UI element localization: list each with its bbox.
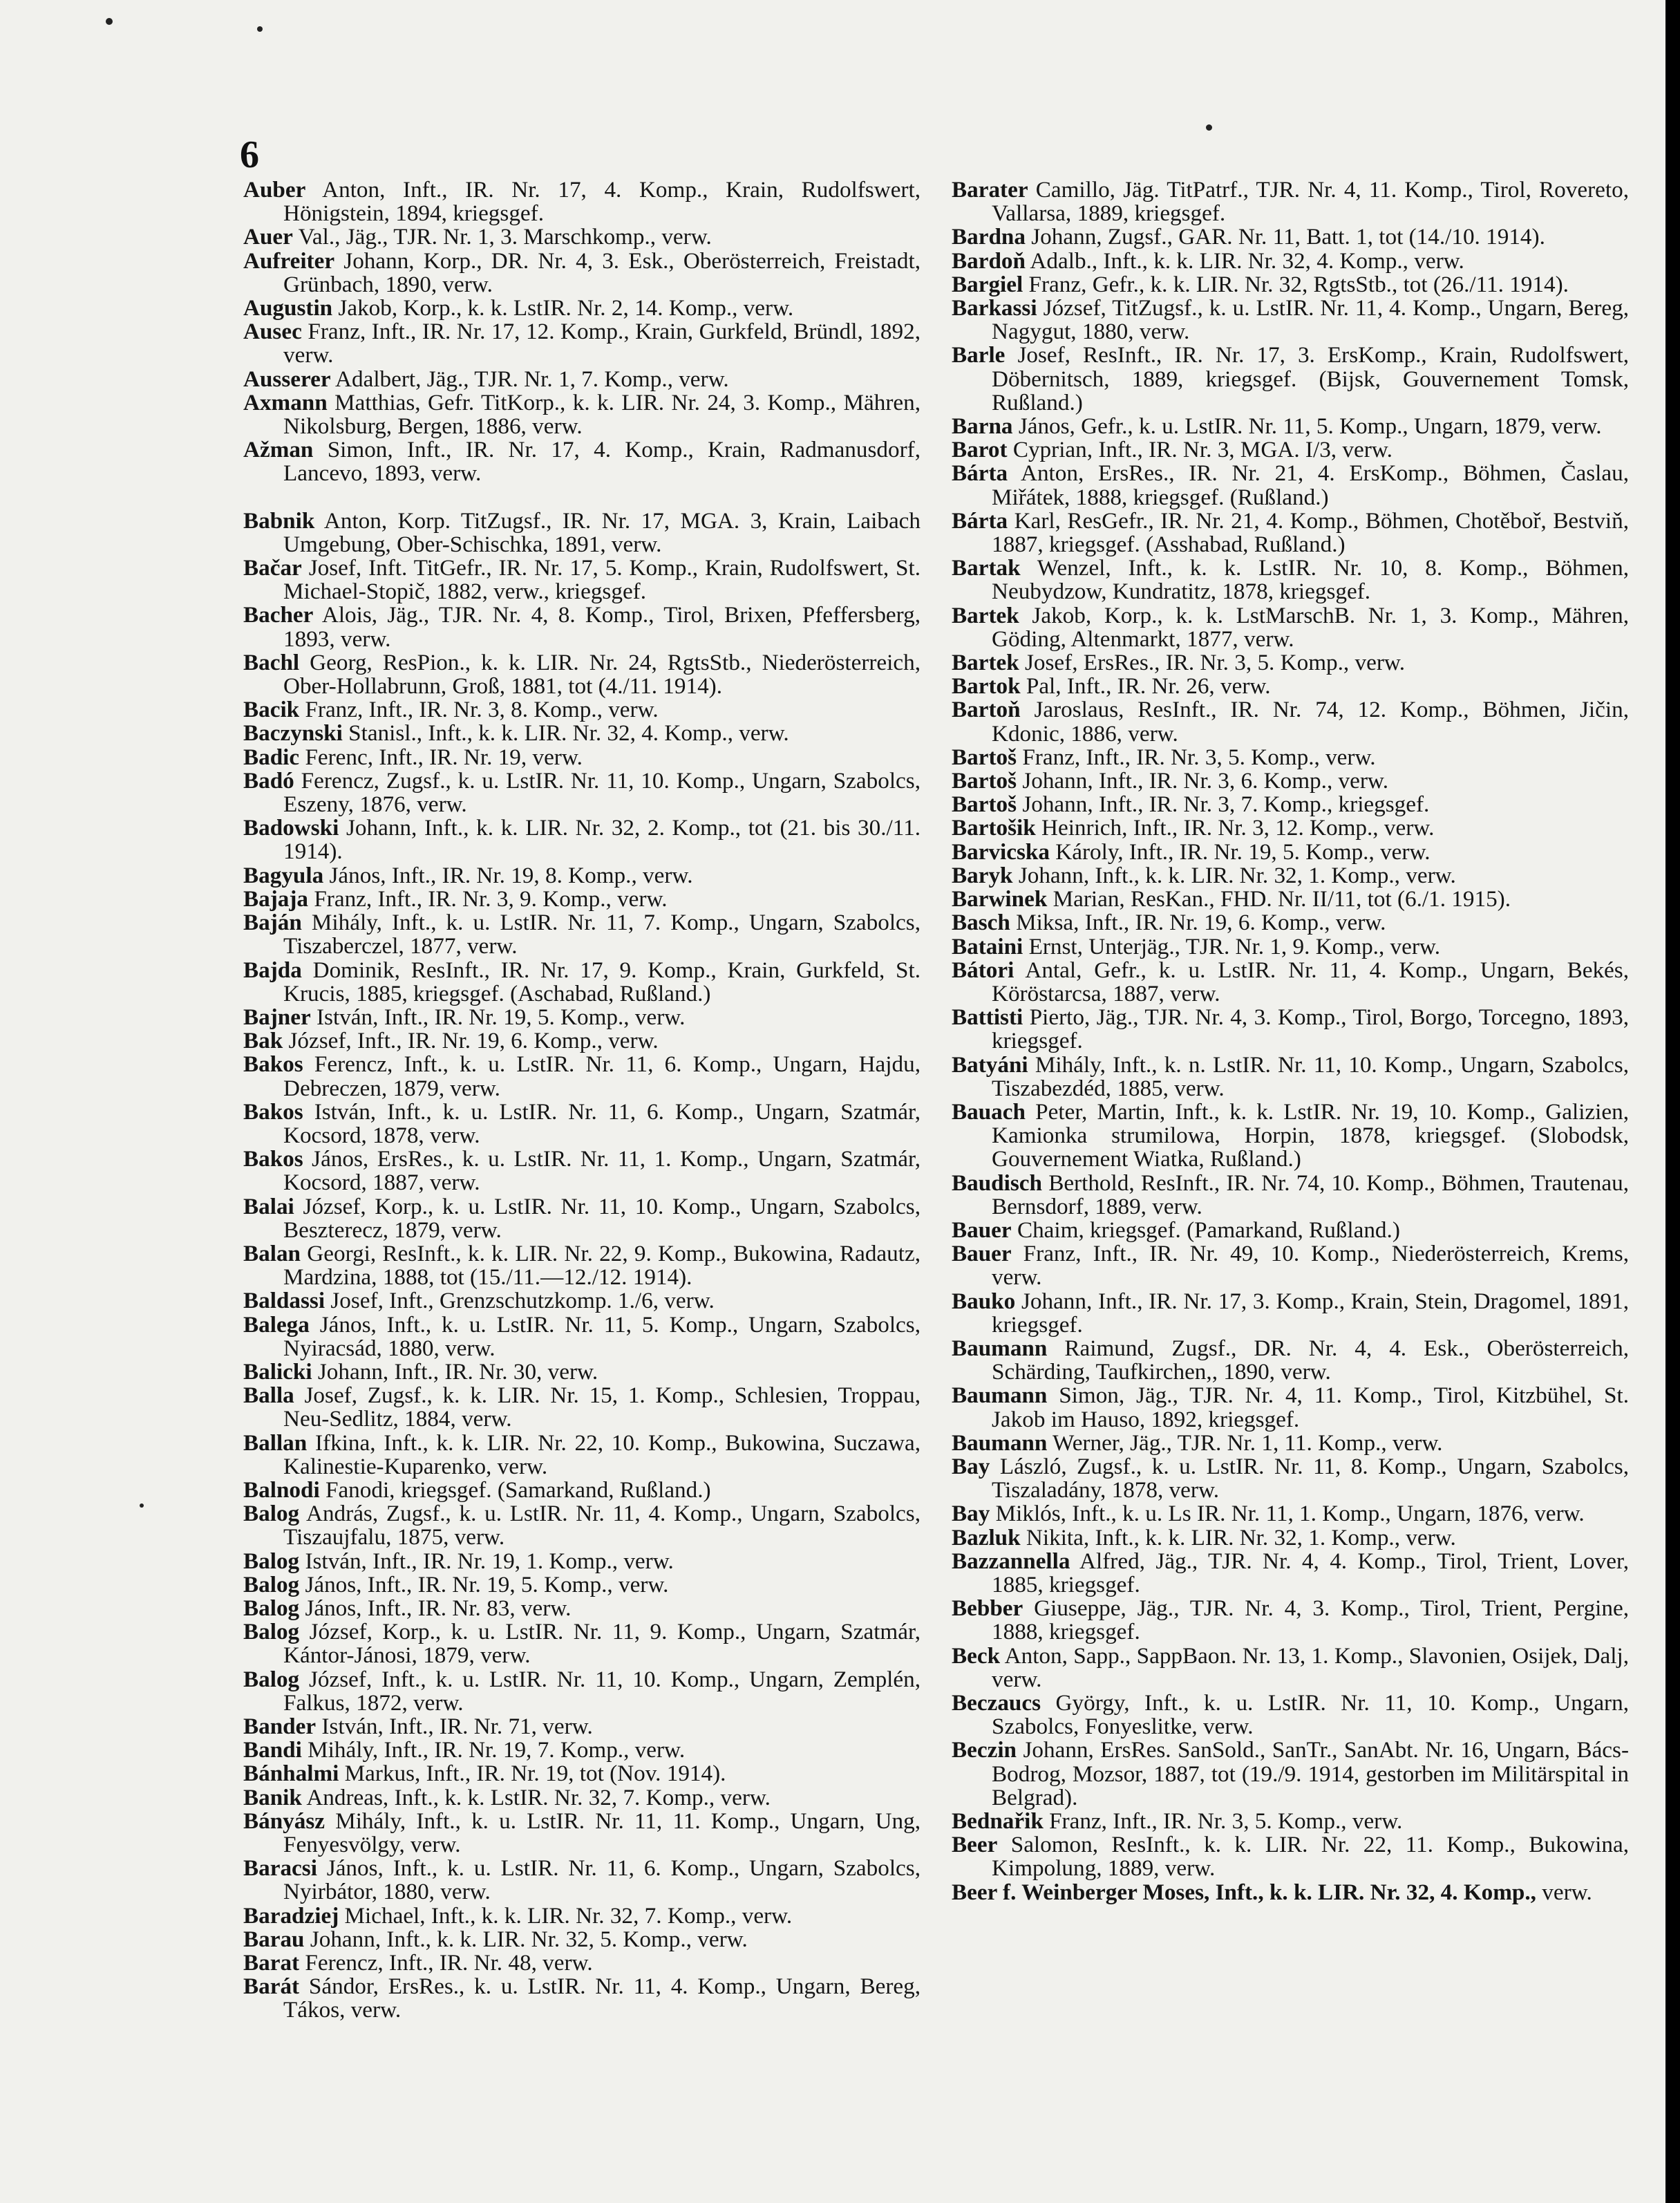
- entry-surname: Bajaja: [243, 885, 309, 912]
- list-entry: [243, 1668, 921, 1715]
- entry-details: István, Inft., k. u. LstIR. Nr. 11, 6. Komp., Ungarn, Szatmár, Kocsord, 1878, verw.: [283, 1098, 921, 1148]
- list-entry: [952, 344, 1629, 415]
- entry-details: Chaim, kriegsgef. (Pamarkand, Rußland.): [1011, 1217, 1400, 1243]
- entry-surname: Barot: [952, 437, 1008, 463]
- list-entry: [243, 1928, 921, 1951]
- list-entry: [952, 556, 1629, 603]
- entry-details: János, Inft., IR. Nr. 83, verw.: [299, 1595, 572, 1621]
- list-entry: [952, 1429, 1629, 1456]
- entry-surname: Bay: [952, 1453, 990, 1479]
- entry-details: Miksa, Inft., IR. Nr. 19, 6. Komp., verw.: [1010, 910, 1386, 936]
- entry-surname: Beck: [952, 1642, 1001, 1669]
- entry-details: Ferencz, Inft., k. u. LstIR. Nr. 11, 6. Komp., Ungarn, Hajdu, Debreczen, 1879, verw.: [283, 1051, 921, 1101]
- entry-details: Markus, Inft., IR. Nr. 19, tot (Nov. 1914).: [339, 1761, 726, 1787]
- entry-surname: Bartoň: [952, 697, 1021, 723]
- list-entry: [243, 603, 921, 650]
- entry-surname: Babnik: [243, 507, 315, 534]
- list-entry: [952, 1881, 1629, 1904]
- entry-surname: Bauko: [952, 1288, 1016, 1314]
- list-entry: [952, 273, 1629, 297]
- entry-details: József, Korp., k. u. LstIR. Nr. 11, 10. Komp., Ungarn, Szabolcs, Beszterecz, 1879, verw.: [283, 1193, 921, 1243]
- entry-surname: Bacher: [243, 602, 314, 628]
- entry-details: Mihály, Inft., IR. Nr. 19, 7. Komp., verw.: [301, 1737, 686, 1763]
- entry-details: János, ErsRes., k. u. LstIR. Nr. 11, 1. Komp., Ungarn, Szatmár, Kocsord, 1887, verw.: [283, 1146, 921, 1196]
- list-entry: [952, 935, 1629, 959]
- entry-details: Pierto, Jäg., TJR. Nr. 4, 3. Komp., Tirol, Borgo, Torcegno, 1893, kriegsgef.: [992, 1004, 1629, 1054]
- entry-surname: Balog: [243, 1595, 300, 1621]
- list-entry: [243, 1951, 921, 1975]
- entry-details: Sándor, ErsRes., k. u. LstIR. Nr. 11, 4. Komp., Ungarn, Bereg, Tákos, verw.: [283, 1974, 921, 2023]
- section-gap: [243, 486, 921, 509]
- entry-surname: Balla: [243, 1382, 294, 1409]
- entry-details: Josef, ResInft., IR. Nr. 17, 3. ErsKomp., Krain, Rudolfswert, Döbernitsch, 1889, kriegsgef. (Bijsk, Gouvernement Tomsk, Rußland.): [992, 342, 1629, 415]
- list-entry: [243, 1857, 921, 1904]
- scan-speck: [257, 26, 263, 32]
- entry-surname: Balai: [243, 1193, 294, 1219]
- scan-speck: [106, 18, 113, 25]
- entry-surname: Baldassi: [243, 1288, 325, 1314]
- entry-details: Franz, Inft., IR. Nr. 3, 8. Komp., verw.: [299, 697, 659, 723]
- list-entry: [243, 1029, 921, 1053]
- list-entry: [243, 1786, 921, 1810]
- list-entry: [952, 1597, 1629, 1644]
- scan-speck: [140, 1503, 144, 1508]
- entry-surname: Bányász: [243, 1808, 325, 1834]
- left-column: [243, 178, 921, 2023]
- list-entry: [243, 1100, 921, 1147]
- entry-details: Johann, Zugsf., GAR. Nr. 11, Batt. 1, tot (14./10. 1914).: [1025, 224, 1545, 250]
- entry-surname: Baumann: [952, 1382, 1048, 1409]
- list-entry: [243, 1289, 921, 1313]
- entry-surname: Badowski: [243, 815, 339, 841]
- list-entry: [243, 1904, 921, 1928]
- entry-details: Nikita, Inft., k. k. LIR. Nr. 32, 1. Komp., verw.: [1020, 1524, 1456, 1550]
- list-entry: [952, 1833, 1629, 1880]
- entry-details: Berthold, ResInft., IR. Nr. 74, 10. Komp., Böhmen, Trautenau, Bernsdorf, 1889, verw.: [992, 1170, 1629, 1219]
- entry-surname: Basch: [952, 910, 1010, 936]
- entry-details: Johann, Inft., k. k. LIR. Nr. 32, 5. Komp., verw.: [304, 1926, 748, 1952]
- entry-surname: Bartoš: [952, 744, 1017, 770]
- list-entry: [952, 1455, 1629, 1502]
- entry-surname: Baudisch: [952, 1170, 1042, 1196]
- list-entry: [243, 1053, 921, 1100]
- entry-details: Adalb., Inft., k. k. LIR. Nr. 32, 4. Komp., verw.: [1025, 247, 1464, 274]
- list-entry: [952, 225, 1629, 249]
- page-number: 6: [240, 133, 259, 176]
- list-entry: [952, 1526, 1629, 1550]
- entry-details: János, Inft., k. u. LstIR. Nr. 11, 6. Komp., Ungarn, Szabolcs, Nyirbátor, 1880, verw.: [283, 1855, 921, 1905]
- list-entry: [243, 225, 921, 249]
- entry-surname: Bagyula: [243, 862, 324, 888]
- entry-surname: Bauer: [952, 1241, 1012, 1267]
- entry-surname: Bataini: [952, 933, 1023, 959]
- list-entry: [243, 1502, 921, 1549]
- entry-surname: Ausec: [243, 319, 302, 345]
- entry-details: Franz, Inft., IR. Nr. 3, 5. Komp., verw.: [1043, 1808, 1403, 1835]
- list-entry: [243, 885, 921, 912]
- entry-surname: Baradziej: [243, 1902, 339, 1929]
- entry-details: Stanisl., Inft., k. k. LIR. Nr. 32, 4. Komp., verw.: [342, 720, 789, 747]
- entry-details: Alois, Jäg., TJR. Nr. 4, 8. Komp., Tirol, Brixen, Pfeffersberg, 1893, verw.: [283, 602, 921, 652]
- list-entry: [952, 1219, 1629, 1242]
- entry-details: Georg, ResPion., k. k. LIR. Nr. 24, RgtsStb., Niederösterreich, Ober-Hollabrunn, Groß, 1881, tot (4./11. 1914).: [283, 649, 921, 700]
- entry-details: Ferenc, Inft., IR. Nr. 19, verw.: [299, 744, 583, 770]
- entry-details: Anton, Sapp., SappBaon. Nr. 13, 1. Komp., Slavonien, Osijek, Dalj, verw.: [992, 1642, 1629, 1692]
- list-entry: [243, 509, 921, 556]
- entry-details: Salomon, ResInft., k. k. LIR. Nr. 22, 11. Komp., Bukowina, Kimpolung, 1889, verw.: [992, 1832, 1629, 1882]
- entry-details: Ferencz, Inft., IR. Nr. 48, verw.: [299, 1950, 593, 1976]
- entry-details: Franz, Gefr., k. k. LIR. Nr. 32, RgtsStb., tot (26./11. 1914).: [1023, 271, 1569, 297]
- entry-details: Johann, Inft., IR. Nr. 30, verw.: [312, 1358, 598, 1385]
- entry-details: Mihály, Inft., k. u. LstIR. Nr. 11, 11. Komp., Ungarn, Ung, Fenyesvölgy, verw.: [283, 1808, 921, 1858]
- entry-surname: Barkassi: [952, 295, 1037, 321]
- right-column: [952, 178, 1629, 1904]
- list-entry: [952, 1691, 1629, 1738]
- entry-details: Mihály, Inft., k. u. LstIR. Nr. 11, 7. Komp., Ungarn, Szabolcs, Tiszaberczel, 1877, verw.: [283, 910, 921, 959]
- entry-details: József, Inft., k. u. LstIR. Nr. 11, 10. Komp., Ungarn, Zemplén, Falkus, 1872, verw.: [283, 1666, 921, 1716]
- entry-surname: Bakos: [243, 1146, 303, 1172]
- entry-details: Johann, Inft., IR. Nr. 17, 3. Komp., Krain, Stein, Dragomel, 1891, kriegsgef.: [992, 1288, 1629, 1338]
- entry-details: Simon, Jäg., TJR. Nr. 4, 11. Komp., Tirol, Kitzbühel, St. Jakob im Hauso, 1892, kriegsgef.: [992, 1382, 1629, 1432]
- entry-details: Johann, Inft., IR. Nr. 3, 7. Komp., kriegsgef.: [1017, 791, 1430, 818]
- entry-details: Werner, Jäg., TJR. Nr. 1, 11. Komp., verw.: [1047, 1429, 1443, 1456]
- entry-details: Dominik, ResInft., IR. Nr. 17, 9. Komp., Krain, Gurkfeld, St. Krucis, 1885, kriegsgef. (Aschabad, Rußland.): [283, 957, 921, 1006]
- entry-details: István, Inft., IR. Nr. 71, verw.: [316, 1714, 593, 1739]
- entry-surname: Barna: [952, 413, 1013, 440]
- entry-details: Miklós, Inft., k. u. Ls IR. Nr. 11, 1. Komp., Ungarn, 1876, verw.: [990, 1501, 1585, 1527]
- entry-details: Jakob, Korp., k. k. LstIR. Nr. 2, 14. Komp., verw.: [332, 295, 794, 321]
- list-entry: [243, 746, 921, 769]
- entry-surname: Bačar: [243, 555, 302, 581]
- list-entry: [243, 297, 921, 320]
- list-entry: [952, 864, 1629, 888]
- entry-surname: Ažman: [243, 437, 314, 463]
- list-entry: [952, 509, 1629, 556]
- entry-surname: Bauach: [952, 1098, 1026, 1125]
- entry-details: Anton, Korp. TitZugsf., IR. Nr. 17, MGA. 3, Krain, Laibach Umgebung, Ober-Schischka, 1891, verw.: [283, 507, 921, 557]
- list-entry: [952, 816, 1629, 840]
- entry-surname: Barle: [952, 342, 1006, 368]
- entry-surname: Bartoš: [952, 791, 1017, 818]
- entry-details: István, Inft., IR. Nr. 19, 5. Komp., verw.: [310, 1004, 686, 1030]
- entry-surname: Baczynski: [243, 720, 343, 747]
- list-entry: [243, 651, 921, 698]
- list-entry: [243, 1429, 921, 1479]
- list-entry: [952, 415, 1629, 438]
- entry-surname: Bajda: [243, 957, 302, 983]
- entry-details: József, Inft., IR. Nr. 19, 6. Komp., verw.: [283, 1028, 659, 1054]
- list-entry: [243, 816, 921, 863]
- entry-surname: Balog: [243, 1548, 300, 1574]
- entry-surname: Ballan: [243, 1429, 308, 1456]
- entry-details: Johann, Inft., IR. Nr. 3, 6. Komp., verw.: [1017, 768, 1389, 794]
- entry-surname: Beczin: [952, 1737, 1017, 1763]
- entry-details: Ferencz, Zugsf., k. u. LstIR. Nr. 11, 10. Komp., Ungarn, Szabolcs, Eszeny, 1876, verw.: [283, 767, 921, 818]
- list-entry: [952, 1290, 1629, 1337]
- entry-details: Jakob, Korp., k. k. LstMarschB. Nr. 1, 3. Komp., Mähren, Göding, Altenmarkt, 1877, verw.: [992, 602, 1629, 652]
- list-entry: [243, 698, 921, 722]
- list-entry: [243, 1620, 921, 1667]
- entry-surname: Baumann: [952, 1429, 1048, 1456]
- list-entry: [243, 959, 921, 1006]
- entry-details: Franz, Inft., IR. Nr. 49, 10. Komp., Niederösterreich, Krems, verw.: [992, 1241, 1629, 1291]
- entry-surname: Bak: [243, 1028, 283, 1054]
- entry-surname: Balog: [243, 1619, 300, 1645]
- list-entry: [243, 1975, 921, 2022]
- entry-surname: Barau: [243, 1926, 305, 1952]
- list-entry: [243, 911, 921, 958]
- list-entry: [243, 247, 921, 297]
- entry-surname: Bacik: [243, 697, 300, 723]
- entry-details: Josef, Zugsf., k. k. LIR. Nr. 15, 1. Komp., Schlesien, Troppau, Neu-Sedlitz, 1884, verw.: [283, 1382, 921, 1432]
- entry-surname: Bartak: [952, 555, 1021, 581]
- entry-details: György, Inft., k. u. LstIR. Nr. 11, 10. Komp., Ungarn, Szabolcs, Fonyeslitke, verw.: [992, 1690, 1629, 1740]
- list-entry: [243, 722, 921, 745]
- entry-surname: Baracsi: [243, 1855, 317, 1882]
- entry-surname: Axmann: [243, 389, 328, 415]
- entry-details: Franz, Inft., IR. Nr. 17, 12. Komp., Krain, Gurkfeld, Bründl, 1892, verw.: [283, 319, 921, 368]
- entry-surname: Bednařik: [952, 1808, 1044, 1835]
- entry-surname: Bauer: [952, 1217, 1012, 1243]
- list-entry: [952, 651, 1629, 675]
- list-entry: [952, 1644, 1629, 1691]
- entry-surname: Balog: [243, 1571, 300, 1597]
- entry-surname: Bay: [952, 1501, 990, 1527]
- list-entry: [952, 793, 1629, 816]
- list-entry: [243, 769, 921, 816]
- entry-details: János, Gefr., k. u. LstIR. Nr. 11, 5. Komp., Ungarn, 1879, verw.: [1012, 413, 1602, 440]
- list-entry: [952, 911, 1629, 935]
- entry-surname: Beczaucs: [952, 1690, 1041, 1716]
- entry-details: Johann, ErsRes. SanSold., SanTr., SanAbt. Nr. 16, Ungarn, Bács-Bodrog, Mozsor, 1887, tot (19./9. 1914, gestorben im Militärspital in Belgrad).: [992, 1737, 1629, 1810]
- list-entry: [952, 769, 1629, 793]
- list-entry: [952, 178, 1629, 225]
- list-entry: [952, 1502, 1629, 1526]
- entry-surname: Bajner: [243, 1004, 311, 1030]
- list-entry: [243, 1715, 921, 1738]
- entry-surname: Aufreiter: [243, 247, 335, 274]
- entry-surname: Barat: [243, 1950, 300, 1976]
- list-entry: [243, 1242, 921, 1289]
- entry-details: Antal, Gefr., k. u. LstIR. Nr. 11, 4. Komp., Ungarn, Bekés, Köröstarcsa, 1887, verw.: [992, 957, 1629, 1006]
- entry-surname: Bargiel: [952, 271, 1023, 297]
- list-entry: [243, 1597, 921, 1620]
- entry-details: József, Korp., k. u. LstIR. Nr. 11, 9. Komp., Ungarn, Szatmár, Kántor-Jánosi, 1879, verw.: [283, 1619, 921, 1669]
- entry-details: Giuseppe, Jäg., TJR. Nr. 4, 3. Komp., Tirol, Trient, Pergine, 1888, kriegsgef.: [992, 1595, 1629, 1645]
- entry-surname: Baján: [243, 910, 302, 936]
- list-entry: [243, 1006, 921, 1029]
- list-entry: [243, 1810, 921, 1857]
- list-entry: [952, 1100, 1629, 1172]
- entry-details: Cyprian, Inft., IR. Nr. 3, MGA. I/3, verw.: [1007, 437, 1393, 463]
- entry-surname: Barater: [952, 177, 1028, 203]
- entry-details: Simon, Inft., IR. Nr. 17, 4. Komp., Krain, Radmanusdorf, Lancevo, 1893, verw.: [283, 437, 921, 487]
- list-entry: [952, 604, 1629, 651]
- list-entry: [952, 959, 1629, 1006]
- entry-details: László, Zugsf., k. u. LstIR. Nr. 11, 8. Komp., Ungarn, Szabolcs, Tiszaladány, 1878, verw.: [990, 1453, 1629, 1503]
- list-entry: [243, 1313, 921, 1360]
- entry-surname: Badó: [243, 767, 294, 794]
- list-entry: [952, 698, 1629, 745]
- entry-surname: Badic: [243, 744, 300, 770]
- entry-details: Anton, Inft., IR. Nr. 17, 4. Komp., Krain, Rudolfswert, Hönigstein, 1894, kriegsgef.: [283, 177, 921, 227]
- list-entry: [243, 320, 921, 367]
- entry-details: Raimund, Zugsf., DR. Nr. 4, 4. Esk., Oberösterreich, Schärding, Taufkirchen,, 1890, verw.: [992, 1335, 1629, 1385]
- entry-surname: Balog: [243, 1501, 300, 1527]
- entry-surname: Bachl: [243, 649, 300, 675]
- entry-surname: Bardoň: [952, 247, 1026, 274]
- entry-details: Josef, ErsRes., IR. Nr. 3, 5. Komp., verw.: [1019, 650, 1405, 676]
- entry-details: Marian, ResKan., FHD. Nr. II/11, tot (6./1. 1915).: [1047, 886, 1511, 912]
- list-entry: [952, 297, 1629, 344]
- entry-details: Anton, ErsRes., IR. Nr. 21, 4. ErsKomp., Böhmen, Časlau, Miřátek, 1888, kriegsgef. (Rußland.): [992, 460, 1629, 510]
- entry-details: Camillo, Jäg. TitPatrf., TJR. Nr. 4, 11. Komp., Tirol, Rovereto, Vallarsa, 1889, kriegsgef.: [992, 177, 1629, 227]
- entry-surname: Bandi: [243, 1737, 302, 1763]
- list-entry: [952, 1006, 1629, 1053]
- list-entry: [243, 1479, 921, 1502]
- entry-details: Jaroslaus, ResInft., IR. Nr. 74, 12. Komp., Böhmen, Jičin, Kdonic, 1886, verw.: [992, 697, 1629, 747]
- entry-surname: Balnodi: [243, 1477, 320, 1503]
- entry-details: Fanodi, kriegsgef. (Samarkand, Rußland.): [319, 1477, 711, 1503]
- list-entry: [952, 247, 1629, 274]
- entry-surname: Bánhalmi: [243, 1761, 339, 1787]
- entry-details: Adalbert, Jäg., TJR. Nr. 1, 7. Komp., verw.: [330, 366, 729, 392]
- entry-surname: Beer: [952, 1832, 998, 1858]
- list-entry: [952, 1053, 1629, 1100]
- list-entry: [952, 438, 1629, 462]
- list-entry: [243, 1384, 921, 1431]
- list-entry: [952, 1384, 1629, 1431]
- entry-surname: Bartošik: [952, 815, 1036, 841]
- entry-surname: Bardna: [952, 224, 1026, 250]
- entry-details: Wenzel, Inft., k. k. LstIR. Nr. 10, 8. Komp., Böhmen, Neubydzow, Kundratitz, 1878, kriegsgef.: [992, 555, 1629, 605]
- entry-surname: Bartek: [952, 602, 1019, 628]
- entry-details: Heinrich, Inft., IR. Nr. 3, 12. Komp., verw.: [1035, 815, 1435, 841]
- list-entry: [243, 178, 921, 225]
- entry-details: Karl, ResGefr., IR. Nr. 21, 4. Komp., Böhmen, Chotěboř, Bestviň, 1887, kriegsgef. (Asshabad, Rußland.): [992, 507, 1629, 558]
- entry-surname: Balicki: [243, 1358, 312, 1385]
- entry-surname: Bakos: [243, 1051, 303, 1078]
- list-entry: [952, 1738, 1629, 1810]
- entry-surname: Bátori: [952, 957, 1014, 983]
- entry-details: Peter, Martin, Inft., k. k. LstIR. Nr. 19, 10. Komp., Galizien, Kamionka strumilowa, Horpin, 1878, kriegsgef. (Slobodsk, Gouvernement Wiatka, Rußland.): [992, 1098, 1629, 1172]
- entry-surname: Bebber: [952, 1595, 1023, 1622]
- entry-details: Ifkina, Inft., k. k. LIR. Nr. 22, 10. Komp., Bukowina, Suczawa, Kalinestie-Kuparenko, verw.: [283, 1429, 921, 1479]
- entry-surname: Baryk: [952, 862, 1013, 888]
- entry-surname: Balan: [243, 1240, 301, 1266]
- entry-details: verw.: [1536, 1879, 1592, 1905]
- entry-surname: Battisti: [952, 1004, 1023, 1031]
- entry-surname: Barwinek: [952, 886, 1048, 912]
- list-entry: [243, 1573, 921, 1597]
- entry-surname: Bárta: [952, 460, 1008, 487]
- entry-details: Josef, Inft. TitGefr., IR. Nr. 17, 5. Komp., Krain, Rudolfswert, St. Michael-Stopič, 1882, verw., kriegsgef.: [283, 555, 921, 605]
- entry-surname: Auer: [243, 224, 293, 250]
- entry-details: János, Inft., IR. Nr. 19, 5. Komp., verw.: [299, 1571, 669, 1597]
- entry-surname: Beer f. Weinberger Moses, Inft., k. k. LIR. Nr. 32, 4. Komp.,: [952, 1879, 1536, 1905]
- list-entry: [952, 838, 1629, 865]
- entry-surname: Balog: [243, 1666, 300, 1692]
- list-entry: [243, 556, 921, 603]
- entry-surname: Auber: [243, 177, 306, 203]
- entry-surname: Balega: [243, 1311, 310, 1338]
- entry-surname: Bazzannella: [952, 1548, 1070, 1574]
- entry-surname: Barvicska: [952, 838, 1050, 865]
- list-entry: [243, 1360, 921, 1384]
- entry-surname: Baumann: [952, 1335, 1048, 1361]
- list-entry: [243, 368, 921, 391]
- entry-surname: Bartek: [952, 650, 1019, 676]
- entry-details: Johann, Inft., k. k. LIR. Nr. 32, 1. Komp., verw.: [1012, 862, 1456, 888]
- entry-surname: Banik: [243, 1784, 302, 1810]
- list-entry: [243, 1550, 921, 1573]
- entry-details: Ernst, Unterjäg., TJR. Nr. 1, 9. Komp., verw.: [1023, 933, 1441, 959]
- list-entry: [243, 864, 921, 888]
- list-entry: [952, 1172, 1629, 1219]
- entry-surname: Batyáni: [952, 1051, 1028, 1078]
- entry-surname: Barát: [243, 1974, 300, 2000]
- scan-speck: [1206, 124, 1212, 131]
- entry-details: József, TitZugsf., k. u. LstIR. Nr. 11, 4. Komp., Ungarn, Bereg, Nagygut, 1880, verw.: [992, 295, 1629, 345]
- entry-details: Franz, Inft., IR. Nr. 3, 9. Komp., verw.: [308, 885, 668, 912]
- list-entry: [952, 462, 1629, 509]
- entry-details: Alfred, Jäg., TJR. Nr. 4, 4. Komp., Tirol, Trient, Lover, 1885, kriegsgef.: [992, 1548, 1629, 1597]
- entry-surname: Bartok: [952, 673, 1021, 700]
- entry-details: Georgi, ResInft., k. k. LIR. Nr. 22, 9. Komp., Bukowina, Radautz, Mardzina, 1888, tot (15./11.—12./12. 1914).: [283, 1240, 921, 1291]
- entry-surname: Bartoš: [952, 768, 1017, 794]
- entry-details: Michael, Inft., k. k. LIR. Nr. 32, 7. Komp., verw.: [339, 1902, 793, 1929]
- list-entry: [952, 1550, 1629, 1597]
- entry-surname: Bakos: [243, 1098, 303, 1125]
- entry-details: Josef, Inft., Grenzschutzkomp. 1./6, verw.: [325, 1288, 715, 1314]
- list-entry: [952, 675, 1629, 698]
- list-entry: [952, 1242, 1629, 1289]
- entry-surname: Bazluk: [952, 1524, 1021, 1550]
- entry-details: István, Inft., IR. Nr. 19, 1. Komp., verw.: [299, 1548, 674, 1574]
- list-entry: [243, 1762, 921, 1785]
- list-entry: [952, 888, 1629, 911]
- entry-details: János, Inft., IR. Nr. 19, 8. Komp., verw.: [323, 862, 693, 888]
- entry-details: Johann, Korp., DR. Nr. 4, 3. Esk., Oberösterreich, Freistadt, Grünbach, 1890, verw.: [283, 247, 921, 297]
- list-entry: [243, 1195, 921, 1242]
- entry-details: Mihály, Inft., k. n. LstIR. Nr. 11, 10. Komp., Ungarn, Szabolcs, Tiszabezdéd, 1885, verw.: [992, 1051, 1629, 1101]
- list-entry: [952, 746, 1629, 769]
- entry-surname: Ausserer: [243, 366, 331, 392]
- list-entry: [243, 391, 921, 438]
- list-entry: [243, 438, 921, 485]
- entry-details: Val., Jäg., TJR. Nr. 1, 3. Marschkomp., verw.: [292, 224, 712, 250]
- entry-details: Franz, Inft., IR. Nr. 3, 5. Komp., verw.: [1017, 744, 1376, 770]
- entry-surname: Bárta: [952, 507, 1008, 534]
- entry-details: Károly, Inft., IR. Nr. 19, 5. Komp., verw.: [1049, 838, 1431, 865]
- list-entry: [952, 1337, 1629, 1384]
- entry-details: Andreas, Inft., k. k. LstIR. Nr. 32, 7. Komp., verw.: [301, 1784, 771, 1810]
- list-entry: [243, 1738, 921, 1762]
- entry-details: András, Zugsf., k. u. LstIR. Nr. 11, 4. Komp., Ungarn, Szabolcs, Tiszaujfalu, 1875, verw.: [283, 1501, 921, 1550]
- entry-details: Johann, Inft., k. k. LIR. Nr. 32, 2. Komp., tot (21. bis 30./11. 1914).: [283, 815, 921, 865]
- entry-details: Matthias, Gefr. TitKorp., k. k. LIR. Nr. 24, 3. Komp., Mähren, Nikolsburg, Bergen, 1886, verw.: [283, 389, 921, 440]
- entry-details: János, Inft., k. u. LstIR. Nr. 11, 5. Komp., Ungarn, Szabolcs, Nyiracsád, 1880, verw.: [283, 1311, 921, 1361]
- entry-details: Pal, Inft., IR. Nr. 26, verw.: [1020, 673, 1271, 700]
- list-entry: [243, 1147, 921, 1194]
- entry-surname: Bander: [243, 1714, 317, 1739]
- list-entry: [952, 1810, 1629, 1833]
- entry-surname: Augustin: [243, 295, 333, 321]
